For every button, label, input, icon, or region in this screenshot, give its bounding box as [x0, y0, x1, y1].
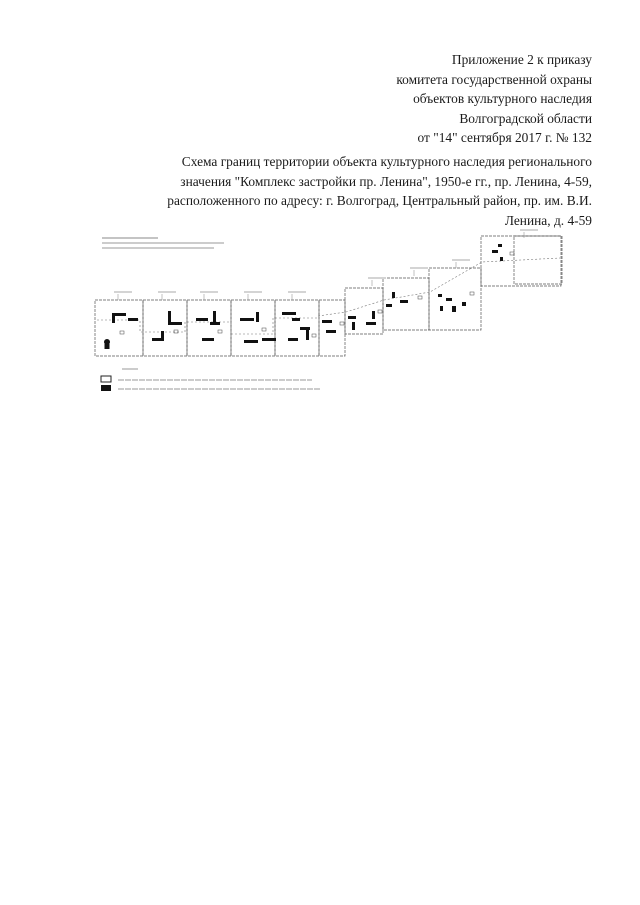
object-number-tag [418, 296, 422, 299]
building-footprint [292, 318, 300, 321]
building-footprint [500, 257, 503, 261]
map-sheet [95, 300, 143, 356]
building-footprint [326, 330, 336, 333]
building-footprint [366, 322, 376, 325]
appendix-line: комитета государственной охраны [396, 71, 592, 87]
building-footprint [322, 320, 332, 323]
building-footprint [438, 294, 442, 297]
title-line: Ленина, д. 4-59 [504, 212, 592, 228]
territory-boundary [318, 258, 560, 316]
building-footprint [452, 306, 456, 312]
building-footprint [498, 244, 502, 247]
appendix-line: Приложение 2 к приказу [451, 52, 592, 67]
building-footprint [348, 316, 356, 319]
object-number-tag [470, 292, 474, 295]
object-number-tag [262, 328, 266, 331]
building-footprint [128, 318, 138, 321]
building-footprint [112, 313, 115, 323]
building-footprint [392, 292, 395, 298]
location-marker-base [105, 344, 110, 349]
map-sheet [345, 288, 383, 334]
appendix-line: Волгоградской области [459, 110, 592, 126]
title-line: Схема границ территории объекта культурного наследия регионального [181, 154, 592, 169]
title-line: значения "Комплекс застройки пр. Ленина", 1950-е гг., пр. Ленина, 4-59, [180, 173, 592, 189]
legend-swatch-filled [101, 385, 111, 391]
object-number-tag [312, 334, 316, 337]
building-footprint [446, 298, 452, 301]
building-footprint [462, 302, 466, 306]
object-number-tag [510, 252, 514, 255]
building-footprint [240, 318, 254, 321]
building-footprint [213, 311, 216, 323]
map-sheet [143, 300, 187, 356]
building-footprint [161, 331, 164, 339]
map-sheets [95, 236, 562, 356]
object-number-tag [340, 322, 344, 325]
map-sheet [319, 300, 345, 356]
appendix-line: от "14" сентября 2017 г. № 132 [417, 130, 592, 146]
building-footprint [352, 322, 355, 330]
map-buildings [112, 244, 503, 343]
map-sheet [187, 300, 231, 356]
map-sheet [231, 300, 275, 356]
building-footprint [210, 322, 220, 325]
map-sheet [514, 236, 562, 284]
building-footprint [202, 338, 214, 341]
legend-swatch-outline [101, 376, 111, 382]
building-footprint [440, 306, 443, 311]
building-footprint [262, 338, 276, 341]
appendix-line: объектов культурного наследия [413, 91, 592, 107]
map-sheet [481, 236, 561, 286]
building-footprint [300, 327, 310, 330]
object-number-tag [174, 330, 178, 333]
building-footprint [306, 330, 309, 340]
map-sheet [429, 268, 481, 330]
object-number-tag [120, 331, 124, 334]
building-footprint [196, 318, 208, 321]
map-caption-block [102, 238, 224, 248]
map-legend [101, 369, 320, 391]
building-footprint [492, 250, 498, 253]
map-sheet [275, 300, 319, 356]
building-footprint [168, 311, 171, 323]
building-footprint [244, 340, 258, 343]
building-footprint [282, 312, 296, 315]
title-line: расположенного по адресу: г. Волгоград, Центральный район, пр. им. В.И. [167, 193, 592, 209]
building-footprint [386, 304, 392, 307]
object-number-tag [218, 330, 222, 333]
building-footprint [372, 311, 375, 319]
building-footprint [256, 312, 259, 322]
object-number-tag [378, 310, 382, 313]
building-footprint [168, 322, 182, 325]
building-footprint [400, 300, 408, 303]
building-footprint [288, 338, 298, 341]
